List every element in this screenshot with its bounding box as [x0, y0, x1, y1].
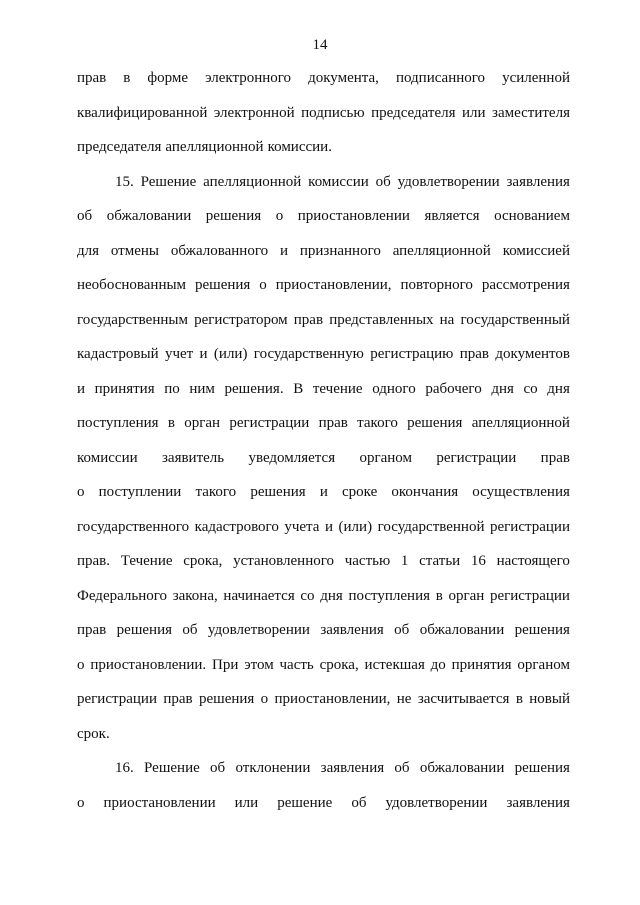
- text-line: государственным регистратором прав представленных на государственный: [77, 311, 570, 328]
- text-line: срок.: [77, 725, 110, 742]
- text-line: председателя апелляционной комиссии.: [77, 139, 332, 155]
- text-line: о поступлении такого решения и сроке окончания осуществления: [77, 484, 570, 500]
- document-body: [77, 70, 570, 829]
- text-line: кадастровый учет и (или) государственную регистрацию прав документов: [77, 346, 570, 362]
- text-line: и принятия по ним решения. В течение одного рабочего дня со дня: [77, 380, 570, 397]
- text-line: комиссии заявитель уведомляется органом регистрации прав: [77, 449, 570, 466]
- text-line: прав. Течение срока, установленного частью 1 статьи 16 настоящего: [77, 553, 570, 569]
- text-line: Федерального закона, начинается со дня поступления в орган регистрации: [77, 587, 570, 604]
- page-number: 14: [312, 37, 328, 53]
- text-line: для отмены обжалованного и признанного апелляционной комиссией: [77, 242, 570, 259]
- text-line: прав в форме электронного документа, подписанного усиленной: [77, 70, 570, 86]
- paragraph-16: [77, 760, 570, 812]
- text-line: 15. Решение апелляционной комиссии об удовлетворении заявления: [115, 173, 570, 190]
- text-line: необоснованным решения о приостановлении, повторного рассмотрения: [77, 277, 570, 293]
- text-line: квалифицированной электронной подписью председателя или заместителя: [77, 104, 570, 121]
- text-line: о приостановлении или решение об удовлетворении заявления: [77, 794, 570, 811]
- paragraph-continuation: [77, 70, 570, 156]
- text-line: государственного кадастрового учета и (или) государственной регистрации: [77, 518, 570, 535]
- text-line: о приостановлении. При этом часть срока, истекшая до принятия органом: [77, 656, 570, 673]
- text-line: поступления в орган регистрации прав такого решения апелляционной: [77, 415, 570, 431]
- text-line: регистрации прав решения о приостановлении, не засчитывается в новый: [77, 691, 570, 707]
- text-line: 16. Решение об отклонении заявления об обжаловании решения: [115, 760, 570, 776]
- paragraph-15: [77, 174, 570, 743]
- text-line: об обжаловании решения о приостановлении является основанием: [77, 208, 570, 224]
- text-line: прав решения об удовлетворении заявления об обжаловании решения: [77, 622, 570, 638]
